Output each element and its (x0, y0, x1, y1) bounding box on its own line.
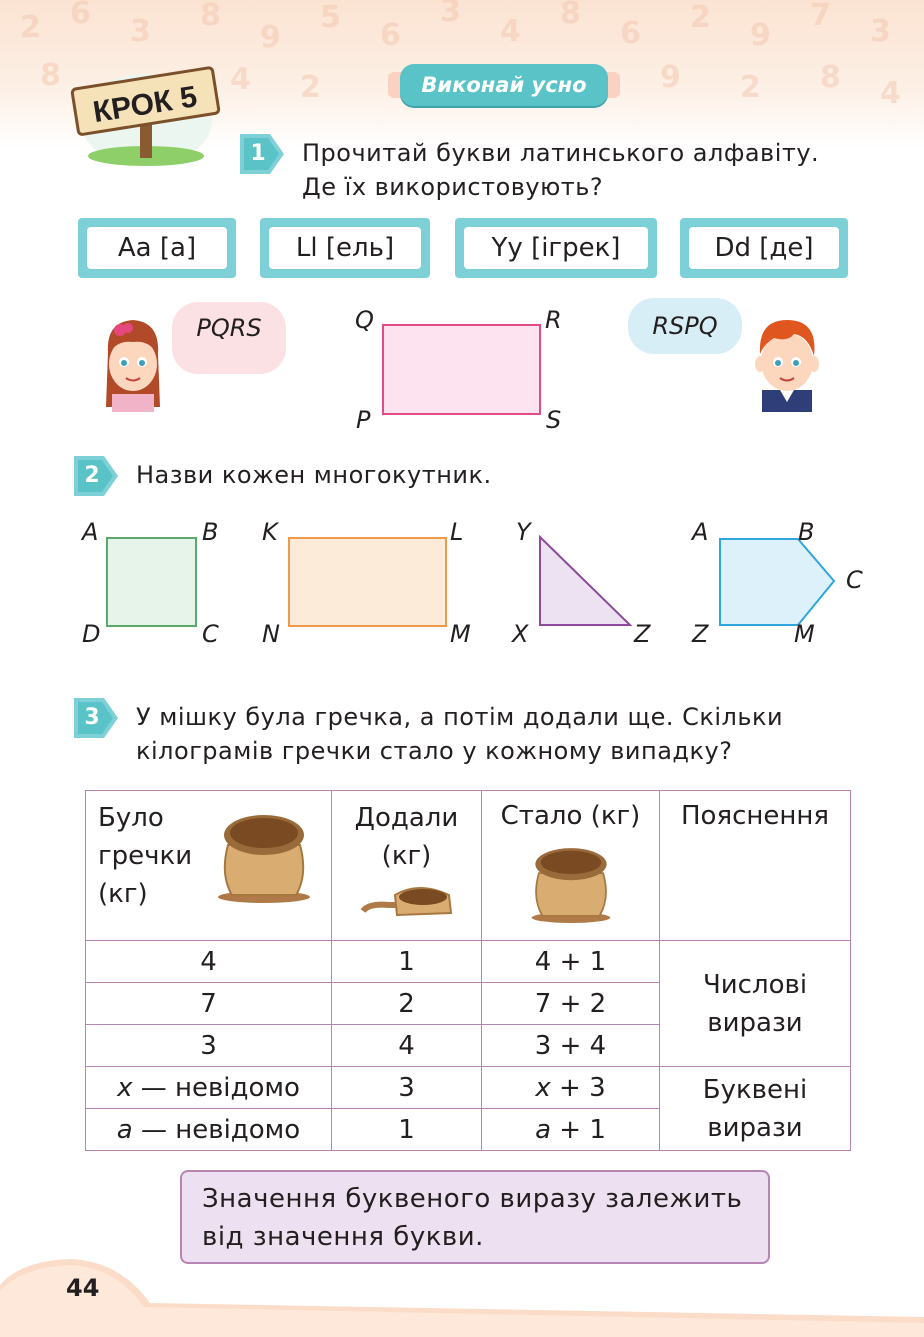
rule-note-line2: від значення букви. (202, 1222, 484, 1252)
cell-was-suffix: — невідомо (132, 1072, 300, 1103)
task-2-number: 2 (84, 463, 100, 488)
cell-added: 2 (332, 983, 482, 1025)
letter-card-y-label: Yy [ігрек] (464, 227, 648, 269)
rect-vertex-m: M (450, 620, 471, 648)
step-sign-label: КРОК 5 (90, 80, 200, 130)
pentagon-vertex-z: Z (692, 620, 709, 648)
cell-result (482, 1025, 660, 1067)
header-added (332, 791, 482, 941)
table-row (86, 1067, 851, 1109)
cell-was-value: 4 (200, 946, 217, 977)
boy-speech-bubble (628, 298, 742, 354)
header-result-label: Стало (кг) (500, 801, 641, 831)
header-explanation-label: Пояснення (680, 801, 830, 831)
cell-result-b: + 3 (559, 1072, 606, 1103)
task-3-text-line2: кілограмів гречки стало у кожному випадку? (136, 737, 733, 765)
header-was-line1: Було (98, 803, 164, 833)
rect-vertex-k: K (262, 518, 278, 546)
cell-was-variable: a (116, 1114, 133, 1145)
rule-note-line1: Значення буквеного виразу залежить (202, 1184, 743, 1214)
square-vertex-b: B (202, 518, 219, 546)
task-3-text-line1: У мішку була гречка, а потім додали ще. Скільки (136, 703, 784, 731)
task-3-marker (74, 698, 118, 738)
cell-result-a: 7 (534, 988, 552, 1019)
square-vertex-d: D (82, 620, 101, 648)
header-explanation (660, 791, 851, 941)
triangle-vertex-z: Z (634, 620, 651, 648)
explanation-letter-line2: вирази (707, 1112, 803, 1143)
cell-was-variable: x (117, 1072, 133, 1103)
letter-card-y (455, 218, 657, 278)
header-result (482, 791, 660, 941)
task-1-text-line2: Де їх використовують? (302, 173, 604, 201)
girl-illustration (98, 312, 168, 412)
cell-was (86, 1025, 332, 1067)
cell-was-suffix: — невідомо (132, 1114, 301, 1145)
triangle-vertex-x: X (512, 620, 529, 648)
rectangle-klmn (288, 537, 448, 629)
triangle-vertex-y: Y (516, 518, 531, 546)
scoop-image (359, 881, 455, 921)
letter-card-a-label: Aa [а] (87, 227, 227, 269)
cell-result-a: x (535, 1072, 551, 1103)
cell-result (482, 941, 660, 983)
cell-result-b: + 1 (559, 1114, 606, 1145)
decorative-digits: 2 6 3 8 9 5 6 3 4 8 6 2 9 7 3 8 4 2 9 2 8 4 (20, 0, 901, 111)
step-sign (66, 58, 226, 168)
letter-card-l-label: Ll [ель] (269, 227, 421, 269)
header-was-line2: гречки (98, 841, 193, 871)
task-3-number: 3 (84, 705, 100, 730)
vertex-p: P (356, 406, 371, 434)
cell-was (86, 1067, 332, 1109)
cell-result-a: a (535, 1114, 552, 1145)
header-added-line2: (кг) (381, 841, 432, 871)
pentagon-vertex-c: C (846, 566, 863, 594)
explanation-numeric (660, 941, 851, 1067)
header-was (86, 791, 332, 941)
banner-oral-task: Виконай усно (400, 64, 608, 106)
pentagon-vertex-m: M (794, 620, 815, 648)
cell-added: 1 (332, 941, 482, 983)
square-vertex-a: A (82, 518, 99, 546)
rect-vertex-n: N (262, 620, 280, 648)
square-vertex-c: C (202, 620, 219, 648)
vertex-q: Q (355, 306, 374, 334)
girl-speech-bubble (172, 302, 286, 374)
cell-was (86, 983, 332, 1025)
letter-card-l (260, 218, 430, 278)
vertex-r: R (545, 306, 562, 334)
girl-speech-text: PQRS (196, 314, 262, 342)
buckwheat-table (85, 790, 851, 1151)
letter-card-a (78, 218, 236, 278)
task-1-number: 1 (250, 141, 266, 166)
cell-result-b: + 2 (559, 988, 607, 1019)
task-2-text: Назви кожен многокутник. (136, 461, 492, 489)
cell-was (86, 1109, 332, 1151)
header-was-line3: (кг) (98, 879, 148, 909)
letter-card-d-label: Dd [де] (689, 227, 839, 269)
cell-result-a: 3 (534, 1030, 552, 1061)
pentagon-vertex-a: A (692, 518, 709, 546)
cell-was-value: 7 (200, 988, 217, 1019)
square-abcd (106, 537, 198, 629)
cell-added: 3 (332, 1067, 482, 1109)
cell-was-value: 3 (200, 1030, 217, 1061)
vertex-s: S (546, 406, 562, 434)
page-footer-band (0, 1255, 924, 1337)
rule-note (180, 1170, 770, 1264)
cell-result (482, 1067, 660, 1109)
pentagon-vertex-b: B (798, 518, 815, 546)
triangle-xyz (538, 535, 634, 629)
explanation-letter-line1: Буквені (702, 1074, 808, 1105)
task-1-marker (240, 134, 284, 174)
cell-result-a: 4 (534, 946, 552, 977)
table-row (86, 941, 851, 983)
result-sack-image (526, 841, 616, 923)
table-header-row (86, 791, 851, 941)
letter-card-d (680, 218, 848, 278)
page-number: 44 (66, 1274, 100, 1302)
explanation-numeric-line2: вирази (707, 1007, 803, 1038)
cell-added: 1 (332, 1109, 482, 1151)
cell-result-b: + 4 (559, 1030, 607, 1061)
explanation-numeric-line1: Числові (702, 969, 808, 1000)
cell-result (482, 983, 660, 1025)
task-1-text-line1: Прочитай букви латинського алфавіту. (302, 139, 820, 167)
task-2-marker (74, 456, 118, 496)
rectangle-pqrs (382, 324, 542, 416)
pentagon-abcmz (718, 537, 838, 629)
boy-speech-text: RSPQ (652, 312, 718, 340)
full-sack-image (214, 805, 314, 905)
boy-illustration (752, 312, 822, 412)
cell-result-b: + 1 (559, 946, 607, 977)
cell-added: 4 (332, 1025, 482, 1067)
header-added-line1: Додали (354, 803, 459, 833)
cell-was (86, 941, 332, 983)
cell-result (482, 1109, 660, 1151)
rect-vertex-l: L (450, 518, 464, 546)
explanation-letter (660, 1067, 851, 1151)
